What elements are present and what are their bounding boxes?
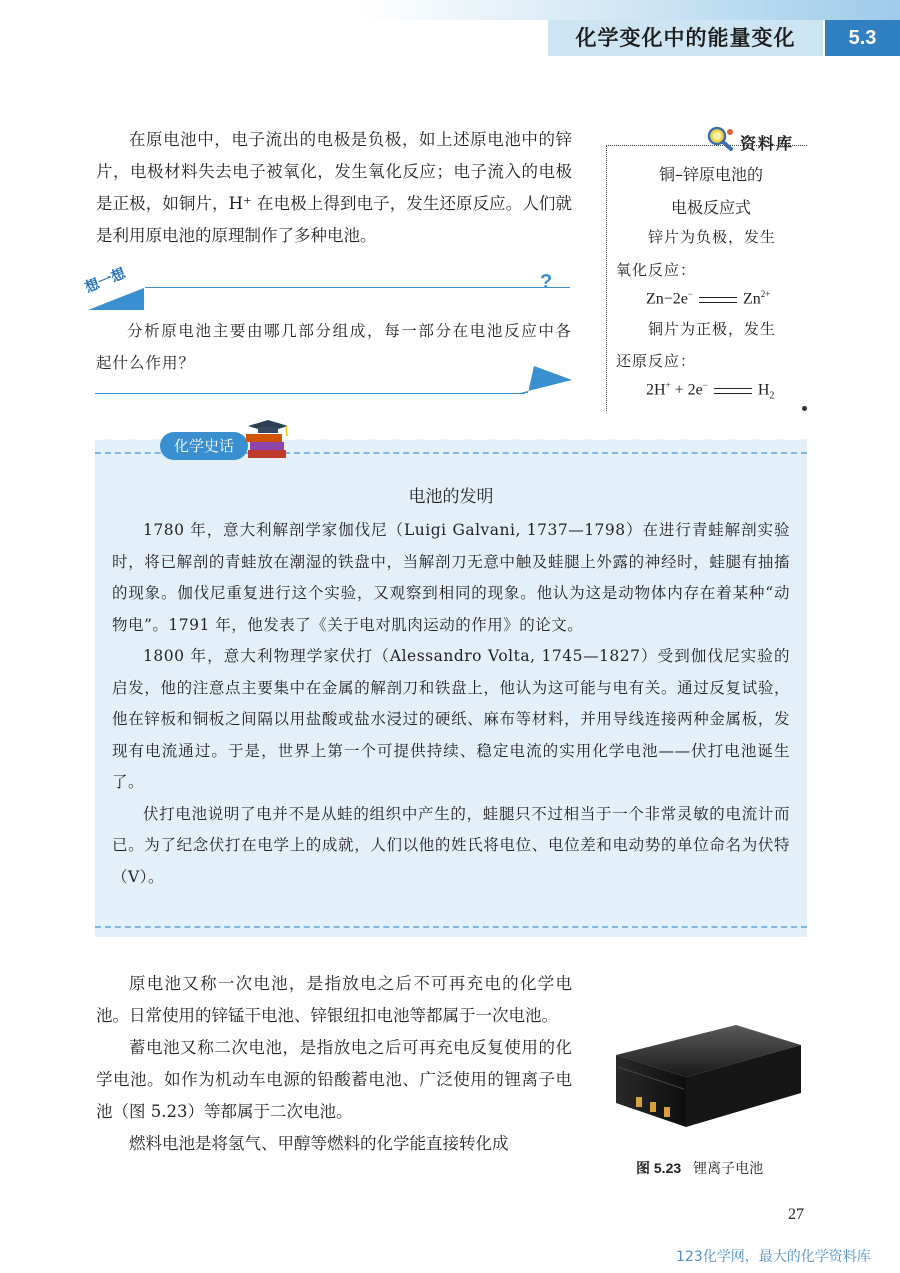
- magnifier-icon: [704, 125, 738, 155]
- section-number: 5.3: [825, 20, 900, 56]
- think-arrow-icon: [520, 366, 572, 400]
- copper-eq-left-sup: +: [665, 380, 671, 390]
- history-body: [112, 515, 790, 893]
- history-paragraph-1: 1780 年，意大利解剖学家伽伐尼（Luigi Galvani, 1737—1798）在进行青蛙解剖实验时，将已解剖的青蛙放在潮湿的铁盘中，当解剖刀无意中触及蛙腿上外露的神经时，蛙腿有抽搐的现象。伽伐尼重复进行这个实验，又观察到相同的现象。他认为这是动物体内存在着某种“动物电”。1791 年，他发表了《关于电对肌肉运动的作用》的论文。: [112, 521, 790, 634]
- think-label: 想一想: [82, 265, 128, 297]
- history-paragraph-2: 1800 年，意大利物理学家伏打（Alessandro Volta, 1745—1827）受到伽伐尼实验的启发，他的注意点主要集中在金属的解剖刀和铁盘上，他认为这可能与电有关。通过反复试验，他在锌板和铜板之间隔以用盐酸或盐水浸过的硬纸、麻布等材料，并用导线连接两种金属板，发现有电流通过。于是，世界上第一个可提供持续、稳定电流的实用化学电池——伏打电池诞生了。: [112, 647, 790, 791]
- copper-eq-right: H: [757, 381, 770, 399]
- copper-eq-mid: + 2e: [670, 381, 703, 399]
- think-question: 分析原电池主要由哪几部分组成，每一部分在电池反应中各起什么作用？: [96, 322, 572, 372]
- intro-section: [96, 124, 572, 252]
- sidebar-zinc-text2: 氧化反应：: [616, 261, 697, 279]
- sidebar-corner-dot: [802, 406, 807, 411]
- double-equals-sign: [699, 297, 737, 303]
- copper-eq-mid-sup: −: [702, 380, 708, 390]
- sidebar-heading-line2: 电极反应式: [670, 198, 751, 217]
- lower-section: [96, 968, 572, 1160]
- double-equals-sign: [714, 388, 752, 394]
- history-tag: 化学史话: [160, 432, 248, 460]
- think-bottom-line: [95, 393, 525, 394]
- think-top-line: [145, 287, 570, 288]
- question-mark-icon: ?: [540, 271, 553, 293]
- secondary-battery-paragraph: 蓄电池又称二次电池，是指放电之后可再充电反复使用的化学电池。如作为机动车电源的铅酸蓄电池、广泛使用的锂离子电池（图 5.23）等都属于二次电池。: [96, 1038, 572, 1121]
- sidebar-zinc-text1: 锌片为负极，发生: [648, 228, 777, 246]
- chapter-title: 化学变化中的能量变化: [575, 26, 796, 50]
- history-title: 电池的发明: [408, 487, 494, 507]
- zinc-eq-right-sup: 2+: [760, 289, 771, 299]
- zinc-eq-right: Zn: [742, 290, 761, 308]
- watermark-text: 123化学网，最大的化学资料库: [676, 1249, 871, 1265]
- copper-eq-left: 2H: [646, 381, 666, 399]
- zinc-eq-left-sup: −: [687, 289, 693, 299]
- zinc-equation: [646, 289, 770, 308]
- sidebar-copper-text1: 铜片为正极，发生: [648, 320, 777, 338]
- copper-equation: [646, 380, 774, 402]
- sidebar-heading-line1: 铜–锌原电池的: [658, 165, 763, 184]
- figure-number: 图 5.23: [636, 1160, 682, 1176]
- intro-paragraph: 在原电池中，电子流出的电极是负极，如上述原电池中的锌片，电极材料失去电子被氧化，发生氧化反应；电子流入的电极是正极，如铜片，H⁺ 在电极上得到电子，发生还原反应。人们就是利用原电池的原理制作了多种电池。: [96, 130, 572, 245]
- page-number: 27: [788, 1206, 804, 1223]
- figure-caption-text: 锂离子电池: [693, 1161, 764, 1177]
- sidebar-label: 资料库: [740, 134, 795, 153]
- figure-caption: [636, 1158, 763, 1178]
- header-gradient-bar: [0, 0, 900, 20]
- copper-eq-right-sub: 2: [769, 390, 775, 402]
- history-paragraph-3: 伏打电池说明了电并不是从蛙的组织中产生的，蛙腿只不过相当于一个非常灵敏的电流计而已。为了纪念伏打在电学上的成就，人们以他的姓氏将电位、电位差和电动势的单位命名为伏特（V）。: [112, 804, 790, 886]
- zinc-eq-left: Zn−2e: [646, 290, 688, 308]
- sidebar-copper-text2: 还原反应：: [616, 352, 697, 370]
- history-bottom-dash: [95, 926, 807, 928]
- fuel-cell-paragraph: 燃料电池是将氢气、甲醇等燃料的化学能直接转化成: [129, 1134, 509, 1153]
- books-icon: [242, 418, 292, 468]
- lithium-battery-image: [606, 1015, 806, 1149]
- primary-battery-paragraph: 原电池又称一次电池，是指放电之后不可再充电的化学电池。日常使用的锌锰干电池、锌银纽扣电池等都属于一次电池。: [96, 974, 572, 1025]
- think-question-block: [96, 315, 572, 379]
